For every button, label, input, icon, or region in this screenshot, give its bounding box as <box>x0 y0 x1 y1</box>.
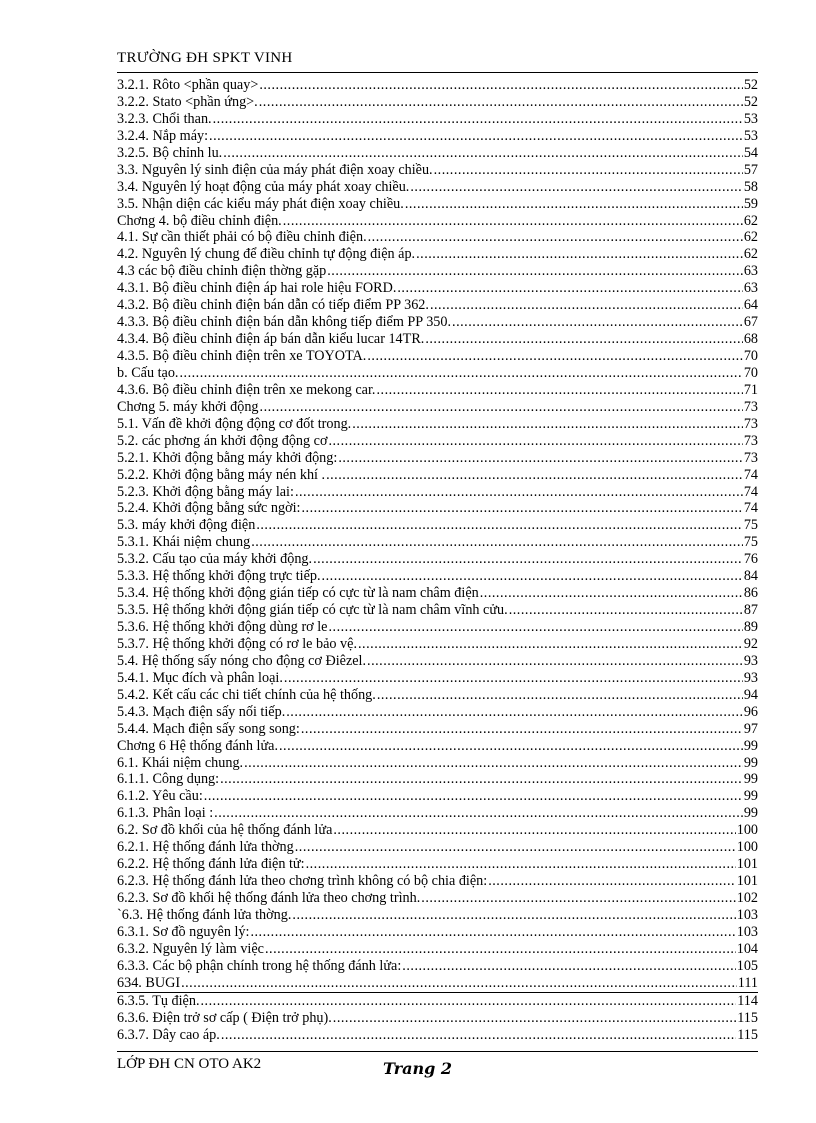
toc-entry-label: 5.3.1. Khái niệm chung <box>117 534 251 551</box>
toc-entry-label: 4.3 các bộ điều chỉnh điện thờng gặp <box>117 263 327 280</box>
toc-leader-dots <box>322 568 743 585</box>
toc-leader-dots <box>295 484 743 501</box>
toc-entry <box>117 517 758 534</box>
toc-entry-page: 100 <box>736 839 758 856</box>
toc-entry-label: 6.2.3. Hệ thống đánh lửa theo chơng trình không có bộ chia điện: <box>117 873 488 890</box>
toc-entry-page: 99 <box>743 771 758 788</box>
table-of-contents <box>117 77 758 1043</box>
toc-leader-dots <box>425 331 742 348</box>
toc-entry-page: 92 <box>743 635 758 652</box>
toc-leader-dots <box>283 213 743 230</box>
footer-page-number: Trang 2 <box>383 1059 453 1078</box>
toc-entry-label: 5.3.6. Hệ thống khởi động dùng rơ le <box>117 619 328 635</box>
toc-entry <box>117 280 758 297</box>
toc-entry <box>117 907 758 924</box>
toc-entry <box>117 941 758 958</box>
toc-entry-page: 75 <box>743 517 758 534</box>
header-title: TRƯỜNG ĐH SPKT VINH <box>117 50 293 66</box>
toc-entry-page: 97 <box>743 720 758 737</box>
toc-entry-page: 62 <box>743 212 758 229</box>
toc-leader-dots <box>179 365 742 382</box>
toc-leader-dots <box>416 246 743 263</box>
toc-entry-label: 5.2.3. Khởi động bằng máy lai: <box>117 483 294 500</box>
toc-leader-dots <box>259 77 742 94</box>
toc-entry-label: 5.3.4. Hệ thống khởi động gián tiếp có cực từ là nam châm điện <box>117 585 479 602</box>
toc-entry-label: 6.1.3. Phân loại : <box>117 805 214 822</box>
toc-entry <box>117 568 758 585</box>
toc-entry-page: 111 <box>737 974 758 991</box>
toc-leader-dots <box>223 145 743 162</box>
toc-entry-label: 4.1. Sự cần thiết phải có bộ điều chỉnh điện. <box>117 229 367 246</box>
toc-entry <box>117 1027 758 1044</box>
toc-leader-dots <box>209 128 743 145</box>
toc-entry-page: 103 <box>736 906 758 923</box>
toc-entry-label: 6.1. Khái niệm chung. <box>117 754 244 771</box>
toc-entry-page: 64 <box>743 297 758 314</box>
toc-entry-label: 6.3.2. Nguyên lý làm việc <box>117 940 264 957</box>
toc-entry-label: 4.3.3. Bộ điều chỉnh điện bán dẫn không tiếp điểm PP 350. <box>117 314 452 331</box>
toc-entry-label: 5.2.4. Khởi động bằng sức ngời: <box>117 500 301 517</box>
toc-entry-page: 59 <box>743 195 758 212</box>
toc-entry <box>117 670 758 687</box>
toc-entry <box>117 788 758 805</box>
toc-entry-label: 3.3. Nguyên lý sinh điện của máy phát điện xoay chiều. <box>117 161 433 178</box>
toc-entry-page: 75 <box>743 534 758 551</box>
toc-entry-label: 6.3.1. Sơ đồ nguyên lý: <box>117 923 250 940</box>
toc-entry-label: b. Cấu tạo. <box>117 364 179 381</box>
toc-leader-dots <box>352 416 743 433</box>
toc-entry <box>117 246 758 263</box>
toc-entry-page: 71 <box>743 381 758 398</box>
toc-leader-dots <box>402 958 735 975</box>
toc-entry <box>117 500 758 517</box>
toc-entry-label: 5.2.2. Khởi động bằng máy nén khí . <box>117 466 326 483</box>
toc-leader-dots <box>244 755 743 772</box>
toc-leader-dots <box>313 551 743 568</box>
toc-entry <box>117 890 758 907</box>
footer-divider <box>117 1051 758 1052</box>
toc-leader-dots <box>367 653 743 670</box>
toc-entry-label: 5.2. các phơng án khởi động động cơ <box>117 432 328 449</box>
toc-leader-dots <box>259 94 743 111</box>
toc-entry-page: 53 <box>743 127 758 144</box>
toc-leader-dots <box>327 263 743 280</box>
toc-entry <box>117 162 758 179</box>
toc-entry <box>117 993 758 1010</box>
toc-entry <box>117 924 758 941</box>
toc-entry <box>117 450 758 467</box>
toc-entry-page: 96 <box>743 703 758 720</box>
toc-entry-page: 74 <box>743 466 758 483</box>
toc-entry-label: 3.2.2. Stato <phần ứng>. <box>117 93 258 110</box>
toc-leader-dots <box>292 907 735 924</box>
toc-entry <box>117 331 758 348</box>
toc-entry-page: 101 <box>736 873 758 890</box>
toc-leader-dots <box>430 297 743 314</box>
toc-entry-label: 3.4. Nguyên lý hoạt động của máy phát xoay chiều. <box>117 178 410 195</box>
toc-entry-label: 5.4. Hệ thống sấy nóng cho động cơ Điêzel. <box>117 652 367 669</box>
toc-entry-label: 4.3.2. Bộ điều chỉnh điện bán dẫn có tiếp điểm PP 362. <box>117 297 429 314</box>
toc-entry <box>117 416 758 433</box>
toc-leader-dots <box>221 1027 736 1044</box>
toc-entry <box>117 145 758 162</box>
toc-entry-label: 6.3.3. Các bộ phận chính trong hệ thống đánh lửa: <box>117 957 402 974</box>
toc-entry-page: 104 <box>736 940 758 957</box>
toc-entry <box>117 839 758 856</box>
toc-entry <box>117 94 758 111</box>
toc-entry-page: 94 <box>743 686 758 703</box>
toc-leader-dots <box>405 196 743 213</box>
toc-entry-label: 4.3.5. Bộ điều chỉnh điện trên xe TOYOTA. <box>117 348 367 364</box>
toc-leader-dots <box>295 839 736 856</box>
toc-entry-page: 63 <box>743 263 758 280</box>
toc-entry <box>117 433 758 450</box>
toc-entry-label: 5.3. máy khởi động điện <box>117 517 256 534</box>
toc-leader-dots <box>286 704 743 721</box>
toc-leader-dots <box>509 602 743 619</box>
toc-leader-dots <box>220 771 743 788</box>
toc-entry <box>117 297 758 314</box>
toc-entry-label: 5.3.7. Hệ thống khởi động có rơ le bảo vệ. <box>117 635 357 652</box>
toc-leader-dots <box>204 788 743 805</box>
toc-entry-page: 74 <box>743 500 758 517</box>
toc-entry-page: 93 <box>743 669 758 686</box>
toc-entry-label: 3.2.1. Rôto <phần quay> <box>117 77 259 93</box>
header-divider <box>117 72 758 73</box>
toc-leader-dots <box>338 450 742 467</box>
toc-entry <box>117 771 758 788</box>
toc-entry-page: 102 <box>736 890 758 906</box>
toc-entry <box>117 873 758 890</box>
toc-entry-label: 4.3.1. Bộ điều chỉnh điện áp hai role hiệu FORD. <box>117 280 397 297</box>
toc-entry <box>117 653 758 670</box>
toc-leader-dots <box>213 111 743 128</box>
toc-entry-label: 5.4.4. Mạch điện sấy song song: <box>117 720 300 737</box>
toc-entry-page: 52 <box>743 93 758 110</box>
toc-entry-label: 6.3.7. Dây cao áp. <box>117 1026 220 1043</box>
toc-leader-dots <box>201 993 737 1010</box>
toc-leader-dots <box>488 873 736 890</box>
toc-entry-label: 4.3.6. Bộ điều chỉnh điện trên xe mekong car. <box>117 381 376 398</box>
toc-leader-dots <box>284 670 743 687</box>
toc-entry <box>117 1010 758 1027</box>
toc-entry <box>117 467 758 484</box>
toc-leader-dots <box>410 179 742 196</box>
toc-entry-page: 67 <box>743 314 758 331</box>
toc-entry <box>117 958 758 975</box>
toc-entry-label: 5.3.5. Hệ thống khởi động gián tiếp có cực từ là nam châm vĩnh cửu. <box>117 602 508 619</box>
toc-leader-dots <box>260 399 743 416</box>
toc-entry-label: `6.3. Hệ thống đánh lửa thờng. <box>117 906 292 923</box>
toc-entry-page: 73 <box>743 432 758 449</box>
toc-entry-label: 3.5. Nhận diện các kiểu máy phát điện xoay chiều. <box>117 195 404 212</box>
toc-entry-label: 6.1.1. Công dụng: <box>117 771 220 788</box>
toc-entry-page: 115 <box>737 1026 758 1043</box>
toc-entry-label: 6.3.5. Tụ điện. <box>117 992 200 1009</box>
toc-entry <box>117 365 758 382</box>
toc-entry <box>117 263 758 280</box>
toc-entry-label: 6.2. Sơ đồ khối của hệ thống đánh lửa <box>117 822 333 839</box>
toc-entry-page: 99 <box>743 737 758 754</box>
toc-entry <box>117 534 758 551</box>
toc-leader-dots <box>251 534 743 551</box>
toc-entry-label: 5.4.1. Mục đích và phân loại. <box>117 669 283 686</box>
toc-entry-label: 5.1. Vấn đề khởi động động cơ đốt trong. <box>117 415 352 432</box>
toc-entry-page: 101 <box>736 856 758 873</box>
footer-class-name: LỚP ĐH CN OTO AK2 <box>117 1056 262 1072</box>
toc-leader-dots <box>434 162 743 179</box>
toc-entry <box>117 636 758 653</box>
toc-entry-page: 73 <box>743 449 758 466</box>
toc-entry-page: 73 <box>743 415 758 432</box>
toc-leader-dots <box>376 382 742 399</box>
toc-entry-page: 100 <box>736 822 758 839</box>
toc-entry-page: 73 <box>743 398 758 415</box>
toc-leader-dots <box>301 721 743 738</box>
toc-leader-dots <box>328 433 742 450</box>
toc-entry-page: 70 <box>743 348 758 364</box>
toc-leader-dots <box>306 856 736 873</box>
toc-entry-page: 93 <box>743 652 758 669</box>
toc-entry <box>117 399 758 416</box>
toc-entry-page: 52 <box>743 77 758 93</box>
toc-entry <box>117 551 758 568</box>
toc-entry <box>117 196 758 213</box>
toc-entry-page: 70 <box>743 364 758 381</box>
toc-entry-page: 114 <box>737 992 758 1009</box>
toc-leader-dots <box>301 500 742 517</box>
toc-leader-dots <box>279 738 743 755</box>
toc-entry-page: 54 <box>743 144 758 161</box>
toc-entry-label: 3.2.5. Bộ chỉnh lu. <box>117 144 223 161</box>
toc-entry <box>117 179 758 196</box>
toc-entry-label: 5.4.3. Mạch điện sấy nối tiếp. <box>117 703 286 720</box>
toc-entry-label: Chơng 4. bộ điều chỉnh điện. <box>117 212 282 229</box>
toc-entry-label: 5.4.2. Kết cấu các chi tiết chính của hệ thống. <box>117 686 376 703</box>
toc-entry-page: 62 <box>743 229 758 246</box>
toc-entry-label: 3.2.4. Nắp máy: <box>117 127 209 144</box>
toc-entry-page: 99 <box>743 788 758 805</box>
toc-entry <box>117 77 758 94</box>
toc-entry-label: 6.2.3. Sơ đồ khối hệ thống đánh lửa theo chơng trình. <box>117 890 421 906</box>
toc-entry-label: 5.2.1. Khởi động bằng máy khởi động: <box>117 449 338 466</box>
toc-entry <box>117 721 758 738</box>
toc-leader-dots <box>377 687 743 704</box>
toc-entry-page: 103 <box>736 923 758 940</box>
toc-entry-label: 634. BUGI <box>117 974 181 991</box>
toc-entry-label: 6.2.2. Hệ thống đánh lửa điện tử: <box>117 856 305 873</box>
toc-entry <box>117 687 758 704</box>
toc-entry-page: 87 <box>743 602 758 619</box>
toc-entry <box>117 805 758 822</box>
toc-leader-dots <box>397 280 742 297</box>
toc-entry-page: 76 <box>743 551 758 568</box>
toc-leader-dots <box>367 348 742 365</box>
toc-entry-label: Chơng 5. máy khởi động <box>117 398 259 415</box>
toc-entry-page: 57 <box>743 161 758 178</box>
toc-leader-dots <box>328 619 742 636</box>
toc-entry <box>117 229 758 246</box>
toc-entry-page: 74 <box>743 483 758 500</box>
toc-entry <box>117 619 758 636</box>
toc-entry-page: 58 <box>743 178 758 195</box>
toc-entry <box>117 602 758 619</box>
toc-leader-dots <box>250 924 735 941</box>
toc-entry <box>117 738 758 755</box>
toc-leader-dots <box>368 229 743 246</box>
toc-entry <box>117 822 758 839</box>
toc-entry-page: 63 <box>743 280 758 297</box>
toc-leader-dots <box>265 941 736 958</box>
toc-entry-page: 62 <box>743 246 758 263</box>
toc-entry-page: 89 <box>743 619 758 635</box>
toc-entry <box>117 856 758 873</box>
toc-leader-dots <box>480 585 743 602</box>
toc-entry <box>117 755 758 772</box>
toc-entry-label: 4.2. Nguyên lý chung để điều chỉnh tự động điện áp. <box>117 246 416 263</box>
toc-entry-page: 84 <box>743 568 758 585</box>
toc-entry <box>117 484 758 501</box>
toc-entry <box>117 213 758 230</box>
toc-entry-page: 53 <box>743 110 758 127</box>
toc-entry-page: 115 <box>737 1009 758 1026</box>
toc-entry-page: 105 <box>736 957 758 974</box>
toc-entry <box>117 314 758 331</box>
toc-entry-label: 5.3.2. Cấu tạo của máy khởi động. <box>117 551 313 568</box>
toc-entry-page: 68 <box>743 331 758 348</box>
toc-leader-dots <box>452 314 743 331</box>
toc-leader-dots <box>214 805 743 822</box>
toc-entry-label: 6.2.1. Hệ thống đánh lửa thờng <box>117 839 294 856</box>
toc-leader-dots <box>358 636 743 653</box>
toc-entry-label: 6.1.2. Yêu cầu: <box>117 788 203 805</box>
toc-entry <box>117 348 758 365</box>
toc-leader-dots <box>333 822 735 839</box>
toc-entry-label: 5.3.3. Hệ thống khởi động trực tiếp. <box>117 568 321 585</box>
toc-leader-dots <box>326 467 743 484</box>
toc-entry-label: 4.3.4. Bộ điều chỉnh điện áp bán dẫn kiểu lucar 14TR. <box>117 331 425 348</box>
toc-leader-dots <box>181 975 737 992</box>
toc-leader-dots <box>256 517 742 534</box>
toc-entry-label: 3.2.3. Chổi than. <box>117 110 212 127</box>
toc-entry-page: 86 <box>743 585 758 602</box>
toc-entry <box>117 382 758 399</box>
toc-entry <box>117 585 758 602</box>
toc-entry <box>117 111 758 128</box>
toc-entry-label: Chơng 6 Hệ thống đánh lửa. <box>117 737 278 754</box>
toc-entry <box>117 975 758 993</box>
toc-leader-dots <box>421 890 735 907</box>
toc-entry <box>117 128 758 145</box>
toc-entry <box>117 704 758 721</box>
toc-leader-dots <box>333 1010 736 1027</box>
toc-entry-page: 99 <box>743 754 758 771</box>
toc-entry-page: 99 <box>743 805 758 822</box>
toc-entry-label: 6.3.6. Điện trở sơ cấp ( Điện trở phụ). <box>117 1009 332 1026</box>
